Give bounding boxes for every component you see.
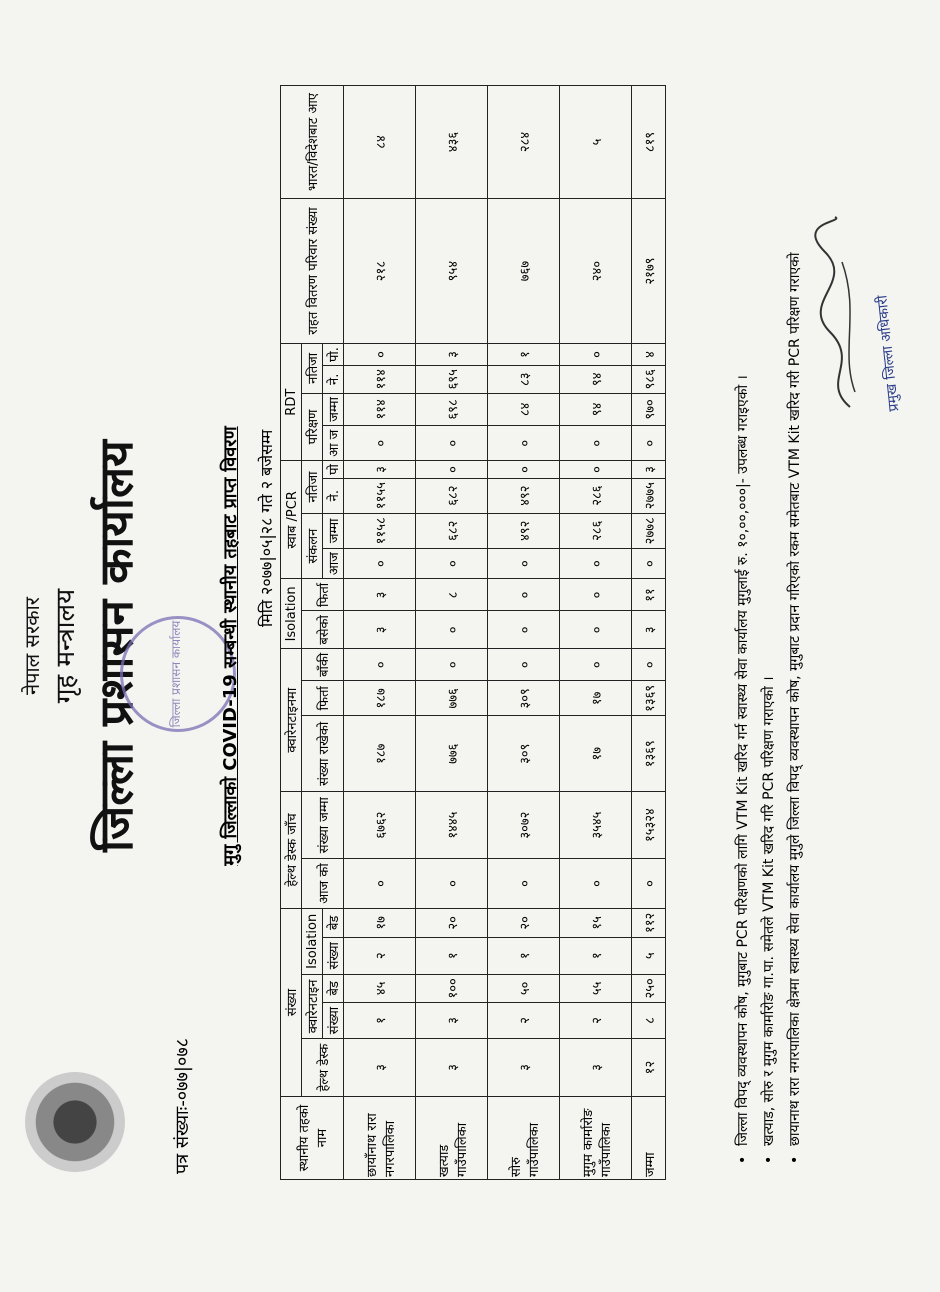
reference-number: पत्र संख्याः-०७७|०७८ [172,1037,193,1174]
cell-abroad: ८४ [344,86,416,199]
cell-i-b: १७ [344,908,416,937]
notes-list [730,114,808,1164]
cell-ret: १७ [560,681,632,716]
cell-i-n: ५ [632,937,666,974]
col-s-pos: पो [323,461,344,478]
col-health-check: हेल्थ डेस्क जाँच [281,792,302,909]
office-name: जिल्ला प्रशासन कार्यालय [89,440,143,852]
cell-i-n: २ [344,937,416,974]
col-relief: राहत वितरण परिवार संख्या [281,198,344,343]
cell-r-today: ० [344,426,416,461]
cell-s-total: ६८२ [416,513,488,548]
cell-kept: ३०९ [488,716,560,792]
cell-r-pos: ३ [632,461,666,478]
cell-hd: १२ [632,1039,666,1097]
cell-rem: ० [488,649,560,681]
cell-r-neg: ११५५ [344,478,416,513]
table-row [416,86,488,1180]
ministry-name: गृह मन्त्रालय [51,588,81,704]
cell-q-b: ५० [488,974,560,1002]
cell-q-b: २५० [632,974,666,1002]
cell-r-pos: ३ [344,461,416,478]
cell-s-today: ० [416,548,488,579]
col-q-qty: संख्या [323,1002,344,1038]
col-r-today: आ ज [323,426,344,461]
cell-q-n: ३ [416,1002,488,1038]
cell-today: ० [632,859,666,909]
cell-r-test: ९७० [632,393,666,426]
cell-rem: ० [632,649,666,681]
cell-ret: १३६९ [632,681,666,716]
col-r-neg: ने. [323,365,344,393]
cell-today: ० [488,859,560,909]
cell-rem: ० [344,649,416,681]
cell-s-total: ४९२ [488,513,560,548]
office-stamp: जिल्ला प्रशासन कार्यालय [120,616,236,732]
col-isolation-beds: Isolation [302,908,323,974]
cell-i-b: २० [416,908,488,937]
cell-total: ६७६२ [344,792,416,859]
cell-q-n: ८ [632,1002,666,1038]
cell-q-b: ५५ [560,974,632,1002]
cell-q-n: २ [560,1002,632,1038]
note-item: • खत्याड, सोरु र मुगुम कार्मारोङ गा.पा. समेतले VTM Kit खरिद गरि PCR परिक्षण गराएको । [756,114,782,1164]
cell-s-total: ११५८ [344,513,416,548]
signature-title: प्रमुख जिल्ला अधिकारी [874,294,903,413]
signature-scribble [810,212,870,412]
cell-r-pos2: ३ [416,344,488,366]
cell-hd: ३ [416,1039,488,1097]
cell-rem: ० [416,649,488,681]
cell-r-neg: २८६ [560,478,632,513]
cell-q-n: १ [344,1002,416,1038]
col-s-neg: ने. [323,478,344,513]
cell-hd: ३ [488,1039,560,1097]
col-total: संख्या जम्मा [302,792,344,859]
cell-r-pos2: ० [344,344,416,366]
cell-kept: ७७६ [416,716,488,792]
cell-q-b: ४५ [344,974,416,1002]
col-s-today: आज [323,548,344,579]
cell-relief: ९५४ [416,198,488,343]
page-subtitle: मुगु जिल्लाको COVID-19 सम्बन्धी स्थानीय तहबाट प्राप्त विवरण [220,426,241,866]
col-quarantine: क्वारेनटाइन [302,974,323,1038]
col-rdt: RDT [281,344,302,461]
cell-ir: ११ [632,579,666,611]
local-level-name: जम्मा [632,1097,666,1180]
cell-r-neg2: ९८६ [632,365,666,393]
cell-today: ० [344,859,416,909]
signature-block [810,212,903,413]
cell-r-neg: ४९२ [488,478,560,513]
cell-r-neg2: ८३ [488,365,560,393]
cell-abroad: ८१९ [632,86,666,199]
col-iso-returned: फिर्ता [302,579,344,611]
col-kept: संख्या राखेको [302,716,344,792]
table-row [632,86,666,1180]
cell-s-total: २८६ [560,513,632,548]
cell-i-b: २० [488,908,560,937]
cell-kept: १८७ [344,716,416,792]
col-swab-pcr: स्वाब /PCR [281,461,302,579]
cell-r-neg: ६८२ [416,478,488,513]
cell-today: ० [416,859,488,909]
cell-r-pos: ० [416,461,488,478]
cell-r-pos: ० [488,461,560,478]
col-s-total: जम्मा [323,513,344,548]
report-date: मिति २०७७|०५|२८ गते २ बजेसम्म [257,429,276,627]
cell-ir: ० [488,579,560,611]
cell-s-total: २७७८ [632,513,666,548]
cell-r-test: ६९८ [416,393,488,426]
cell-hd: ३ [344,1039,416,1097]
cell-ret: ३०९ [488,681,560,716]
cell-q-b: १०० [416,974,488,1002]
note-item: • छायानाथ रारा नगरपालिका क्षेत्रमा स्वास्थ्य सेवा कार्यालय मुगुले जिल्ला विपद् व्यवस्थापन कोष, मुगुबाट प्रदान गरिएको रकम समेतबाट VTM Kit खरिद गरी PCR परिक्षण गराएको [782,114,808,1164]
col-result-rdt: नतिजा [302,344,323,394]
col-quarantine-status: क्वारेनटाइनमा [281,649,302,792]
col-i-bed: बेड [323,908,344,937]
cell-s-today: ० [632,548,666,579]
cell-is: ० [488,611,560,649]
col-collection: संकलन [302,513,323,579]
col-i-qty: संख्या [323,937,344,974]
cell-r-neg: २७७५ [632,478,666,513]
cell-i-b: ११२ [632,908,666,937]
cell-relief: २४० [560,198,632,343]
col-r-pos: पो. [323,344,344,366]
col-abroad: भारत/विदेशबाट आए [281,86,344,199]
table-row [488,86,560,1180]
cell-ir: ३ [344,579,416,611]
cell-r-pos: ० [560,461,632,478]
cell-s-today: ० [344,548,416,579]
cell-r-test: ९४ [560,393,632,426]
table-row [344,86,416,1180]
cell-r-today: ० [416,426,488,461]
table-row [560,86,632,1180]
cell-ret: ७७६ [416,681,488,716]
cell-ir: ८ [416,579,488,611]
cell-q-n: २ [488,1002,560,1038]
cell-s-today: ० [488,548,560,579]
cell-is: ० [560,611,632,649]
local-level-name: छायाँनाथ रारा नगरपालिका [344,1097,416,1180]
cell-hd: ३ [560,1039,632,1097]
col-r-total: जम्मा [323,393,344,426]
covid-table [280,85,666,1180]
cell-i-n: १ [416,937,488,974]
cell-r-pos2: ४ [632,344,666,366]
cell-r-test: ११४ [344,393,416,426]
cell-relief: २१८ [344,198,416,343]
cell-is: ० [416,611,488,649]
cell-abroad: ४३६ [416,86,488,199]
local-level-name: मुगुम कार्मारोङ गाउँपालिका [560,1097,632,1180]
cell-i-n: १ [488,937,560,974]
cell-is: ३ [632,611,666,649]
cell-is: ३ [344,611,416,649]
col-result: नतिजा [302,461,323,513]
col-isolation: Isolation [281,579,302,649]
table-body [344,86,666,1180]
col-count: संख्या [281,908,302,1096]
government-name: नेपाल सरकार [20,597,44,695]
cell-i-n: १ [560,937,632,974]
cell-total: ३५४५ [560,792,632,859]
col-returned: फिर्ता [302,681,344,716]
cell-rem: ० [560,649,632,681]
cell-abroad: ५ [560,86,632,199]
local-level-name: खत्याड गाउँपालिका [416,1097,488,1180]
col-today: आज को [302,859,344,909]
cell-relief: ७६७ [488,198,560,343]
cell-today: ० [560,859,632,909]
col-test: परिक्षण [302,393,323,461]
col-remaining: बाँकी [302,649,344,681]
col-local-level: स्थानीय तहको नाम [281,1097,344,1180]
note-item: • जिल्ला विपद् व्यवस्थापन कोष, मुगुबाट PCR परिक्षणको लागि VTM Kit खरिद गर्न स्वास्थ्य सेवा कार्यालय मुगुलाई रु. १०,००,०००|- उपलब्ध गराइएको । [730,114,756,1164]
cell-kept: १३६९ [632,716,666,792]
cell-r-pos2: ० [560,344,632,366]
cell-r-pos2: १ [488,344,560,366]
col-health-desk: हेल्थ डेस्क [302,1039,344,1097]
cell-r-neg2: ६९५ [416,365,488,393]
cell-i-b: १५ [560,908,632,937]
cell-s-today: ० [560,548,632,579]
cell-r-test: ८४ [488,393,560,426]
cell-r-neg2: ११४ [344,365,416,393]
local-level-name: सोरु गाउँपालिका [488,1097,560,1180]
cell-relief: २१७९ [632,198,666,343]
cell-r-neg2: ९४ [560,365,632,393]
cell-ret: १८७ [344,681,416,716]
col-iso-staying: बसेको [302,611,344,649]
cell-abroad: २८४ [488,86,560,199]
cell-total: १५३२४ [632,792,666,859]
cell-kept: १७ [560,716,632,792]
cell-total: ३०७२ [488,792,560,859]
cell-r-today: ० [632,426,666,461]
cell-total: १४४५ [416,792,488,859]
col-q-bed: बेड [323,974,344,1002]
cell-r-today: ० [560,426,632,461]
cell-r-today: ० [488,426,560,461]
cell-ir: ० [560,579,632,611]
